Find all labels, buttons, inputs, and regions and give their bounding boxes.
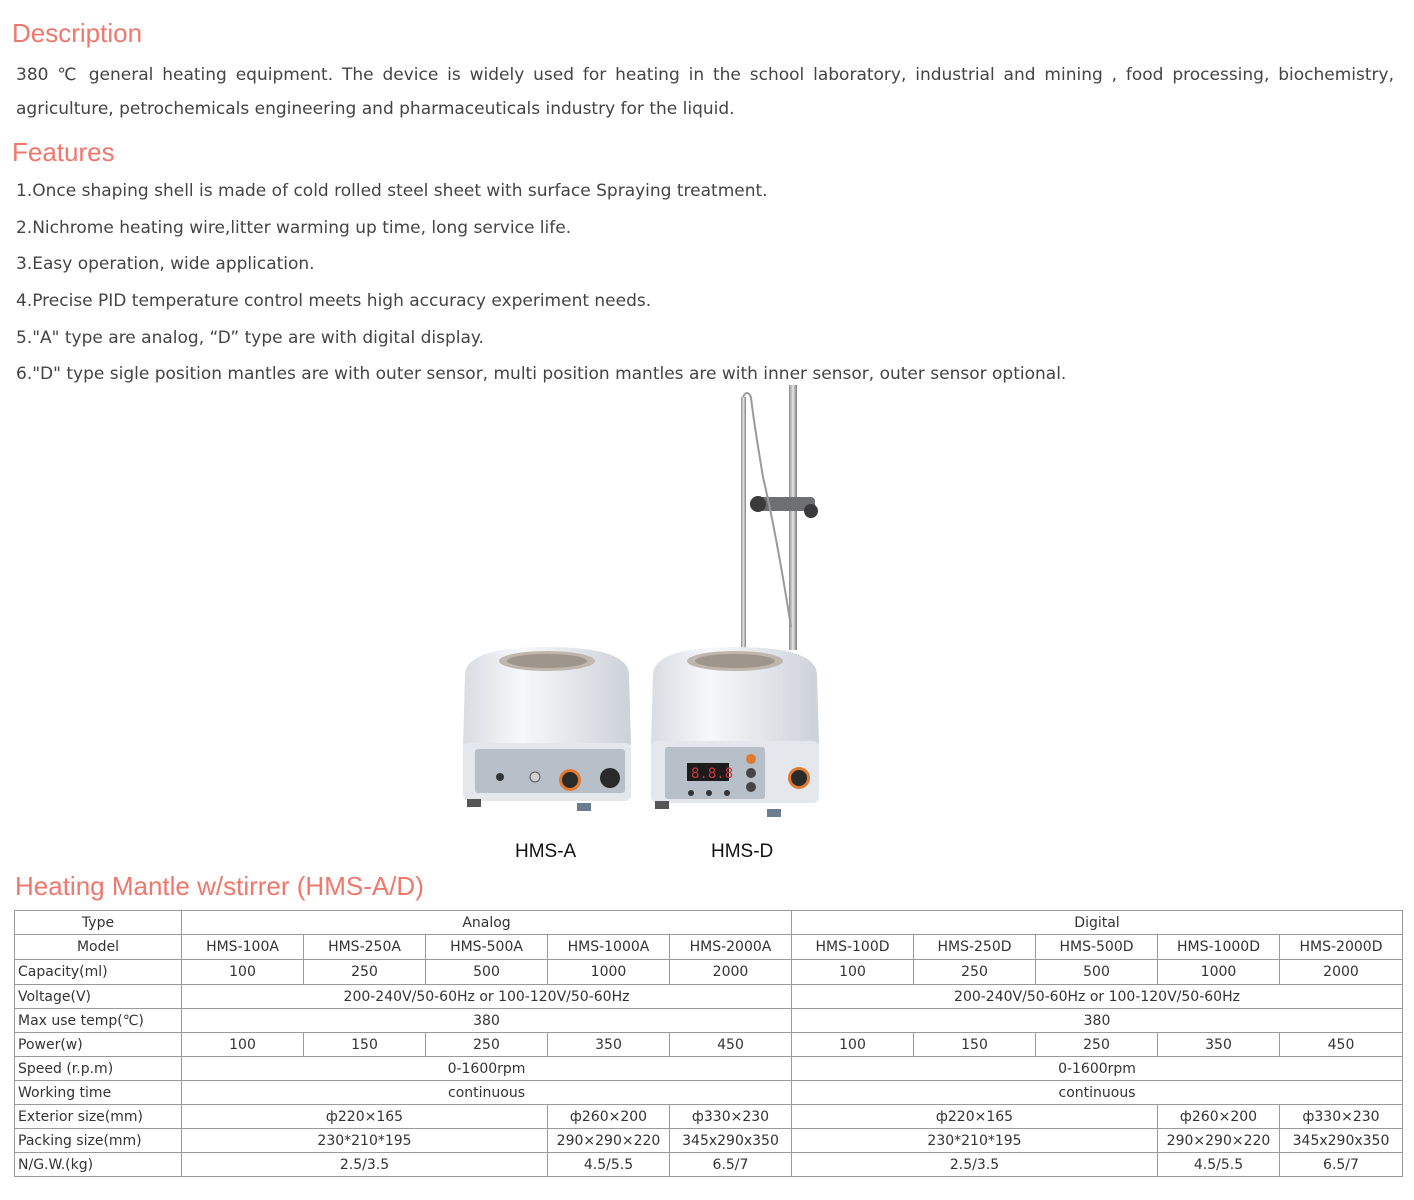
power-cell: 100: [792, 1033, 914, 1057]
capacity-cell: 250: [914, 960, 1036, 985]
caption-hms-a: HMS-A: [515, 841, 577, 862]
weight-cell: 6.5/7: [1280, 1153, 1403, 1177]
features-heading: Features: [12, 137, 115, 167]
capacity-cell: 500: [426, 960, 548, 985]
table-row: [15, 985, 1403, 1009]
packing-cell: 290×290×220: [548, 1129, 670, 1153]
voltage-cell: 200-240V/50-60Hz or 100-120V/50-60Hz: [182, 985, 792, 1009]
model-cell: HMS-500D: [1036, 935, 1158, 960]
working-label: Working time: [15, 1081, 182, 1105]
table-row: [15, 1033, 1403, 1057]
mantle-d: [651, 647, 819, 817]
packing-label: Packing size(mm): [15, 1129, 182, 1153]
power-label: Power(w): [15, 1033, 182, 1057]
capacity-label: Capacity(ml): [15, 960, 182, 985]
weight-cell: 4.5/5.5: [1158, 1153, 1280, 1177]
power-cell: 450: [1280, 1033, 1403, 1057]
weight-cell: 4.5/5.5: [548, 1153, 670, 1177]
model-label: Model: [15, 935, 182, 960]
heating-mantle-illustration: [455, 385, 835, 825]
working-cell: continuous: [792, 1081, 1403, 1105]
model-cell: HMS-1000D: [1158, 935, 1280, 960]
packing-cell: 290×290×220: [1158, 1129, 1280, 1153]
exterior-cell: ф220×165: [182, 1105, 548, 1129]
speed-label: Speed (r.p.m): [15, 1057, 182, 1081]
speed-cell: 0-1600rpm: [792, 1057, 1403, 1081]
capacity-cell: 1000: [1158, 960, 1280, 985]
model-cell: HMS-100A: [182, 935, 304, 960]
voltage-label: Voltage(V): [15, 985, 182, 1009]
feature-item: 4.Precise PID temperature control meets high accuracy experiment needs.: [16, 291, 652, 311]
weight-cell: 2.5/3.5: [182, 1153, 548, 1177]
table-row: [15, 1129, 1403, 1153]
power-cell: 450: [670, 1033, 792, 1057]
capacity-cell: 2000: [1280, 960, 1403, 985]
weight-cell: 6.5/7: [670, 1153, 792, 1177]
exterior-cell: ф330×230: [670, 1105, 792, 1129]
packing-cell: 230*210*195: [182, 1129, 548, 1153]
spec-table: [14, 910, 1403, 1177]
maxtemp-cell: 380: [792, 1009, 1403, 1033]
speed-cell: 0-1600rpm: [182, 1057, 792, 1081]
exterior-cell: ф260×200: [1158, 1105, 1280, 1129]
power-cell: 350: [1158, 1033, 1280, 1057]
model-cell: HMS-2000D: [1280, 935, 1403, 960]
feature-item: 3.Easy operation, wide application.: [16, 254, 315, 274]
table-row: [15, 1081, 1403, 1105]
power-cell: 150: [914, 1033, 1036, 1057]
exterior-cell: ф220×165: [792, 1105, 1158, 1129]
exterior-cell: ф330×230: [1280, 1105, 1403, 1129]
description-text: 380 ℃ general heating equipment. The device is widely used for heating in the school laboratory, industrial and mining , food processing, biochemistry, agriculture, petrochemicals engineering and pharmaceuticals industry for the liquid.: [16, 65, 1394, 119]
power-cell: 250: [426, 1033, 548, 1057]
table-heading: Heating Mantle w/stirrer (HMS-A/D): [15, 871, 424, 901]
capacity-cell: 100: [792, 960, 914, 985]
svg-text:8.8.8: 8.8.8: [691, 766, 734, 782]
packing-cell: 345x290x350: [670, 1129, 792, 1153]
product-image: [455, 385, 835, 825]
weight-label: N/G.W.(kg): [15, 1153, 182, 1177]
feature-item: 6."D" type sigle position mantles are with outer sensor, multi position mantles are with inner sensor, outer sensor optional.: [16, 364, 1067, 384]
table-row: [15, 1009, 1403, 1033]
stand-rod: [789, 385, 797, 650]
analog-header: Analog: [182, 911, 792, 935]
weight-cell: 2.5/3.5: [792, 1153, 1158, 1177]
description-heading: Description: [12, 18, 143, 48]
packing-cell: 345x290x350: [1280, 1129, 1403, 1153]
model-cell: HMS-100D: [792, 935, 914, 960]
mantle-a: [463, 647, 631, 811]
maxtemp-label: Max use temp(℃): [15, 1009, 182, 1033]
table-row: [15, 911, 1403, 935]
capacity-cell: 2000: [670, 960, 792, 985]
model-cell: HMS-500A: [426, 935, 548, 960]
power-cell: 350: [548, 1033, 670, 1057]
power-cell: 150: [304, 1033, 426, 1057]
model-cell: HMS-250A: [304, 935, 426, 960]
table-row: [15, 1057, 1403, 1081]
feature-item: 5."A" type are analog, “D” type are with digital display.: [16, 328, 484, 348]
maxtemp-cell: 380: [182, 1009, 792, 1033]
exterior-label: Exterior size(mm): [15, 1105, 182, 1129]
capacity-cell: 100: [182, 960, 304, 985]
sensor-probe: [741, 397, 746, 667]
table-row: [15, 960, 1403, 985]
working-cell: continuous: [182, 1081, 792, 1105]
model-cell: HMS-2000A: [670, 935, 792, 960]
capacity-cell: 500: [1036, 960, 1158, 985]
feature-item: 1.Once shaping shell is made of cold rolled steel sheet with surface Spraying treatment.: [16, 181, 768, 201]
feature-item: 2.Nichrome heating wire,litter warming up time, long service life.: [16, 218, 572, 238]
table-row: [15, 935, 1403, 960]
capacity-cell: 1000: [548, 960, 670, 985]
packing-cell: 230*210*195: [792, 1129, 1158, 1153]
model-cell: HMS-1000A: [548, 935, 670, 960]
caption-hms-d: HMS-D: [711, 841, 774, 862]
digital-header: Digital: [792, 911, 1403, 935]
type-label: Type: [15, 911, 182, 935]
power-cell: 100: [182, 1033, 304, 1057]
exterior-cell: ф260×200: [548, 1105, 670, 1129]
table-row: [15, 1105, 1403, 1129]
table-row: [15, 1153, 1403, 1177]
model-cell: HMS-250D: [914, 935, 1036, 960]
voltage-cell: 200-240V/50-60Hz or 100-120V/50-60Hz: [792, 985, 1403, 1009]
power-cell: 250: [1036, 1033, 1158, 1057]
capacity-cell: 250: [304, 960, 426, 985]
